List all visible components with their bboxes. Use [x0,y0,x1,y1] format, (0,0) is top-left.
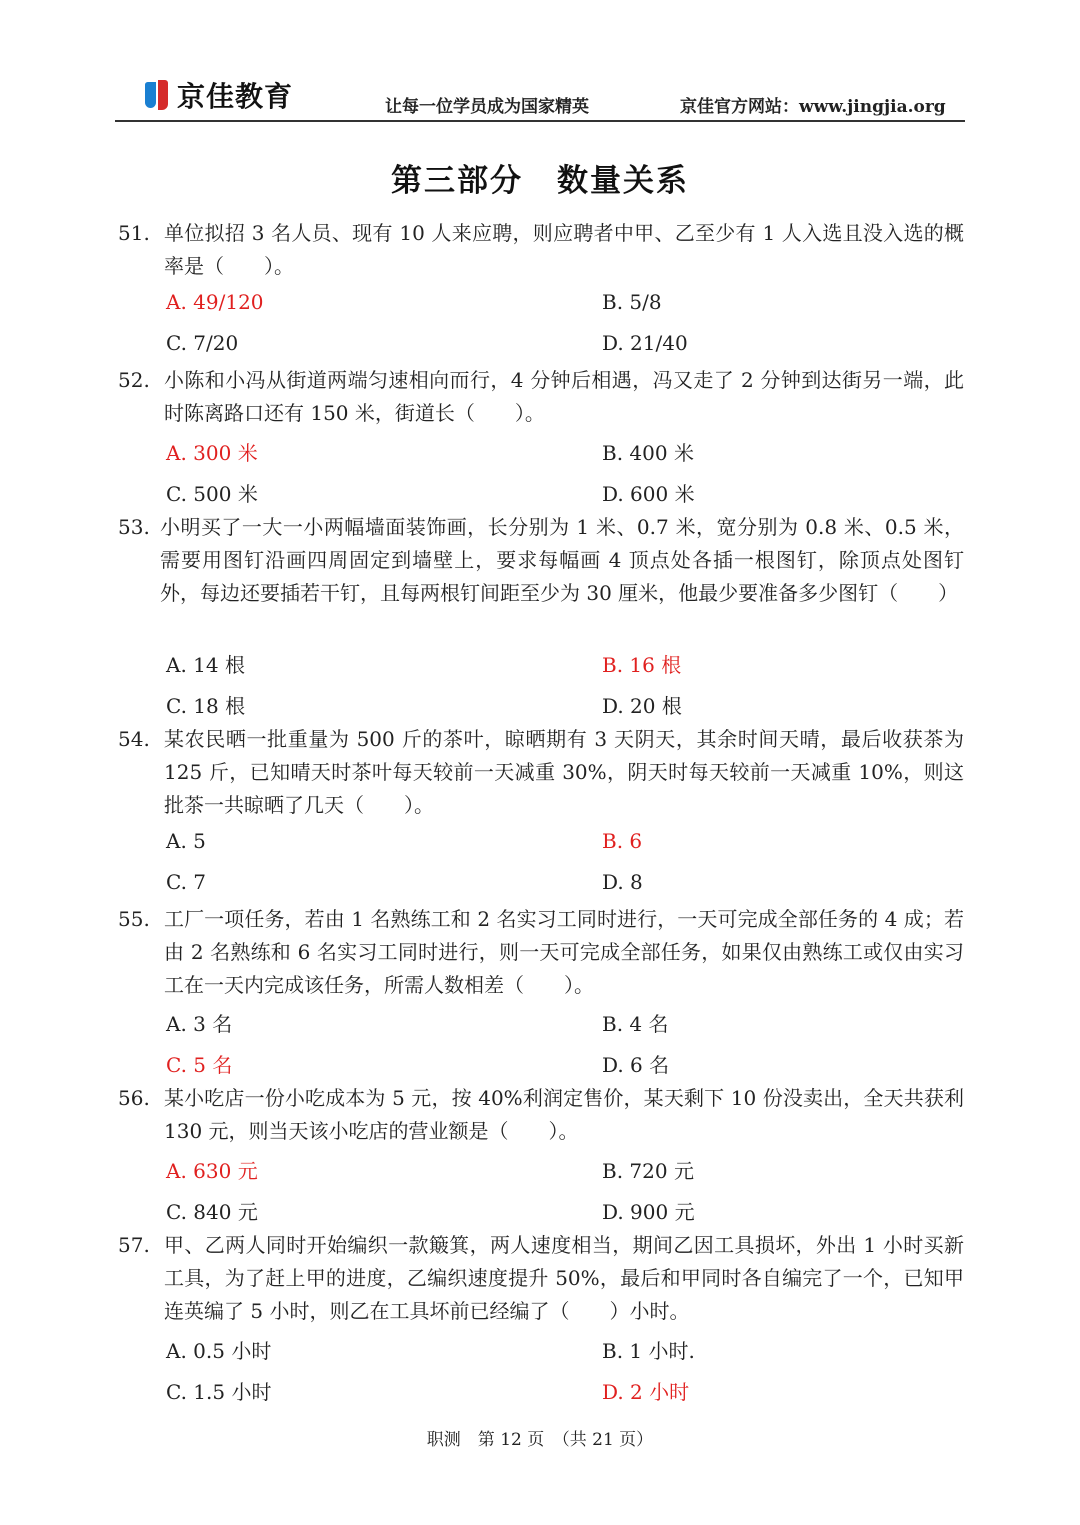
question-55 [118,903,964,1002]
option-c: C. 7 [166,870,207,894]
section-name: 数量关系 [557,163,689,199]
option-a: A. 3 名 [166,1012,233,1036]
question-stem: 某小吃店一份小吃成本为 5 元，按 40%利润定售价，某天剩下 10 份没卖出，全天共获利 130 元，则当天该小吃店的营业额是（ ）。 [164,1086,964,1143]
option-b: B. 5/8 [602,290,662,314]
question-number: 55. [118,907,150,931]
question-stem: 小明买了一大一小两幅墙面装饰画，长分别为 1 米、0.7 米，宽分别为 0.8 米、0.5 米，需要用图钉沿画四周固定到墙壁上，要求每幅画 4 顶点处各插一根图钉，除顶点处图钉外，每边还要插若干钉，且每两根钉间距至少为 30 厘米，他最少要准备多少图钉（ ） [160,515,964,605]
option-a: A. 14 根 [166,653,245,677]
option-b: B. 1 小时. [602,1339,695,1363]
question-number: 52. [118,368,150,392]
option-c: C. 840 元 [166,1200,258,1224]
question-stem: 某农民晒一批重量为 500 斤的茶叶，晾晒期有 3 天阴天，其余时间天晴，最后收获茶为 125 斤，已知晴天时茶叶每天较前一天减重 30%，阴天时每天较前一天减重 10%，则这批茶一共晾晒了几天（ ）。 [164,727,964,817]
option-d: D. 900 元 [602,1200,695,1224]
option-c: C. 1.5 小时 [166,1380,272,1404]
option-c: C. 18 根 [166,694,246,718]
option-a: A. 630 元 [166,1159,258,1183]
option-c: C. 5 名 [166,1053,233,1077]
question-51 [118,217,964,283]
option-c: C. 500 米 [166,482,258,506]
section-part: 第三部分 [391,163,523,199]
option-c: C. 7/20 [166,331,239,355]
question-52 [118,364,964,430]
option-d: D. 21/40 [602,331,688,355]
page-header [115,72,965,122]
option-a: A. 0.5 小时 [166,1339,272,1363]
question-number: 53. [118,515,150,539]
logo-mark-icon [145,80,171,110]
question-number: 57. [118,1233,150,1257]
option-d: D. 20 根 [602,694,682,718]
question-53 [118,511,964,610]
question-stem: 甲、乙两人同时开始编织一款簸箕，两人速度相当，期间乙因工具损坏，外出 1 小时买新工具，为了赶上甲的进度，乙编织速度提升 50%，最后和甲同时各自编完了一个，已知甲连英编了 5 小时，则乙在工具坏前已经编了（ ）小时。 [164,1233,964,1323]
section-title [0,155,1080,200]
logo-text: 京佳教育 [177,80,294,113]
option-d: D. 2 小时 [602,1380,690,1404]
option-d: D. 6 名 [602,1053,670,1077]
option-b: B. 4 名 [602,1012,669,1036]
question-stem: 工厂一项任务，若由 1 名熟练工和 2 名实习工同时进行，一天可完成全部任务的 4 成；若由 2 名熟练和 6 名实习工同时进行，则一天可完成全部任务，如果仅由熟练工或仅由实习工在一天内完成该任务，所需人数相差（ ）。 [164,907,964,997]
option-d: D. 8 [602,870,643,894]
option-a: A. 5 [166,829,206,853]
option-b: B. 400 米 [602,441,694,465]
option-a: A. 300 米 [166,441,258,465]
brand-logo [145,78,293,112]
option-a: A. 49/120 [166,290,264,314]
page-footer: 职测 第 12 页 （共 21 页） [426,1430,654,1450]
option-b: B. 720 元 [602,1159,694,1183]
header-website: 京佳官方网站：www.jingjia.org [680,97,946,117]
question-stem: 单位拟招 3 名人员、现有 10 人来应聘，则应聘者中甲、乙至少有 1 人入选且没入选的概率是（ ）。 [164,221,964,278]
question-number: 56. [118,1086,150,1110]
question-54 [118,723,964,822]
option-b: B. 16 根 [602,653,682,677]
question-57 [118,1229,964,1328]
option-b: B. 6 [602,829,643,853]
option-d: D. 600 米 [602,482,695,506]
question-56 [118,1082,964,1148]
question-number: 51. [118,221,150,245]
header-slogan: 让每一位学员成为国家精英 [385,97,589,117]
question-stem: 小陈和小冯从街道两端匀速相向而行，4 分钟后相遇，冯又走了 2 分钟到达街另一端，此时陈离路口还有 150 米，街道长（ ）。 [164,368,964,425]
question-number: 54. [118,727,150,751]
